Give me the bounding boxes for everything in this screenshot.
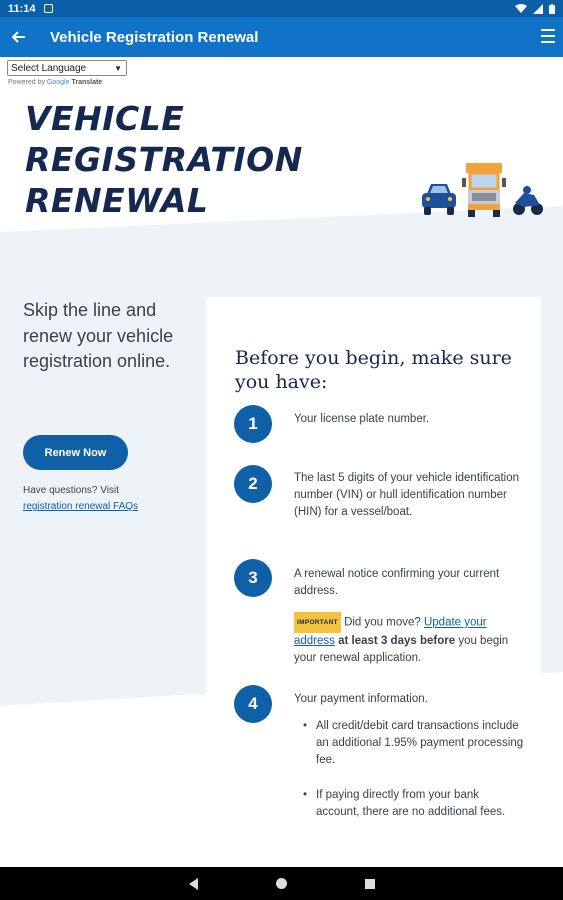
requirements-card bbox=[206, 297, 541, 872]
deadline-text: at least 3 days before bbox=[338, 635, 456, 647]
step-text-2: The last 5 digits of your vehicle identification number (VIN) or hull identification number (HIN) for a vessel/boat. bbox=[294, 472, 520, 518]
status-bar bbox=[0, 0, 563, 17]
nav-recents-icon[interactable] bbox=[365, 879, 375, 889]
notification-icon bbox=[44, 4, 53, 13]
step-number-4: 4 bbox=[234, 685, 272, 723]
step-number-2: 2 bbox=[234, 465, 272, 503]
step-text-3: A renewal notice confirming your current address. bbox=[294, 568, 500, 597]
motorcycle-icon bbox=[513, 186, 543, 215]
chevron-down-icon: ▼ bbox=[114, 64, 122, 73]
step-text-4: Your payment information. bbox=[294, 693, 428, 705]
language-select[interactable] bbox=[7, 60, 127, 76]
car-icon bbox=[422, 184, 456, 215]
wifi-icon bbox=[515, 4, 527, 14]
step-4 bbox=[294, 691, 524, 839]
faq-link[interactable]: registration renewal FAQs bbox=[23, 501, 139, 512]
step-number-3: 3 bbox=[234, 559, 272, 597]
list-item: • All credit/debit card transactions include an additional 1.95% payment processing fee. bbox=[294, 718, 524, 769]
after-text: you begin your renewal application. bbox=[294, 635, 509, 664]
card-heading: Before you begin, make sure you have: bbox=[235, 347, 512, 393]
powered-by-google-translate: Powered by Google Translate bbox=[8, 79, 103, 86]
renew-now-button[interactable]: Renew Now bbox=[23, 435, 128, 470]
intro-text: Skip the line and renew your vehicle registration online. bbox=[23, 300, 174, 371]
battery-icon bbox=[549, 4, 555, 14]
update-address-link[interactable]: Update your address bbox=[294, 616, 487, 647]
nav-home-icon[interactable] bbox=[276, 878, 287, 889]
nav-back-icon[interactable] bbox=[189, 878, 198, 890]
truck-icon bbox=[462, 163, 506, 217]
status-time: 11:14 bbox=[8, 2, 36, 15]
hamburger-menu-icon[interactable] bbox=[541, 29, 555, 43]
page-title-line-1: VEHICLE bbox=[25, 99, 185, 138]
language-select-value: Select Language bbox=[11, 62, 87, 74]
system-nav-bar bbox=[0, 867, 563, 900]
app-bar-title: Vehicle Registration Renewal bbox=[50, 28, 259, 46]
step-text-1: Your license plate number. bbox=[294, 413, 430, 425]
questions-text bbox=[23, 483, 193, 515]
step-3 bbox=[294, 566, 524, 667]
page-title-line-2: REGISTRATION bbox=[25, 140, 303, 179]
page-title-line-3: RENEWAL bbox=[25, 181, 209, 220]
vehicles-illustration bbox=[420, 163, 545, 218]
list-item: • If paying directly from your bank account, there are no additional fees. bbox=[294, 787, 524, 821]
page-title bbox=[25, 98, 303, 221]
questions-label: Have questions? Visit bbox=[23, 485, 119, 496]
moved-text: Did you move? bbox=[344, 616, 421, 629]
fee-list bbox=[294, 718, 524, 821]
important-badge: IMPORTANT bbox=[294, 612, 341, 633]
back-arrow-icon[interactable] bbox=[0, 17, 38, 57]
step-number-1: 1 bbox=[234, 405, 272, 443]
signal-icon bbox=[533, 4, 543, 14]
step-3-important bbox=[294, 612, 524, 667]
app-bar bbox=[0, 17, 563, 57]
